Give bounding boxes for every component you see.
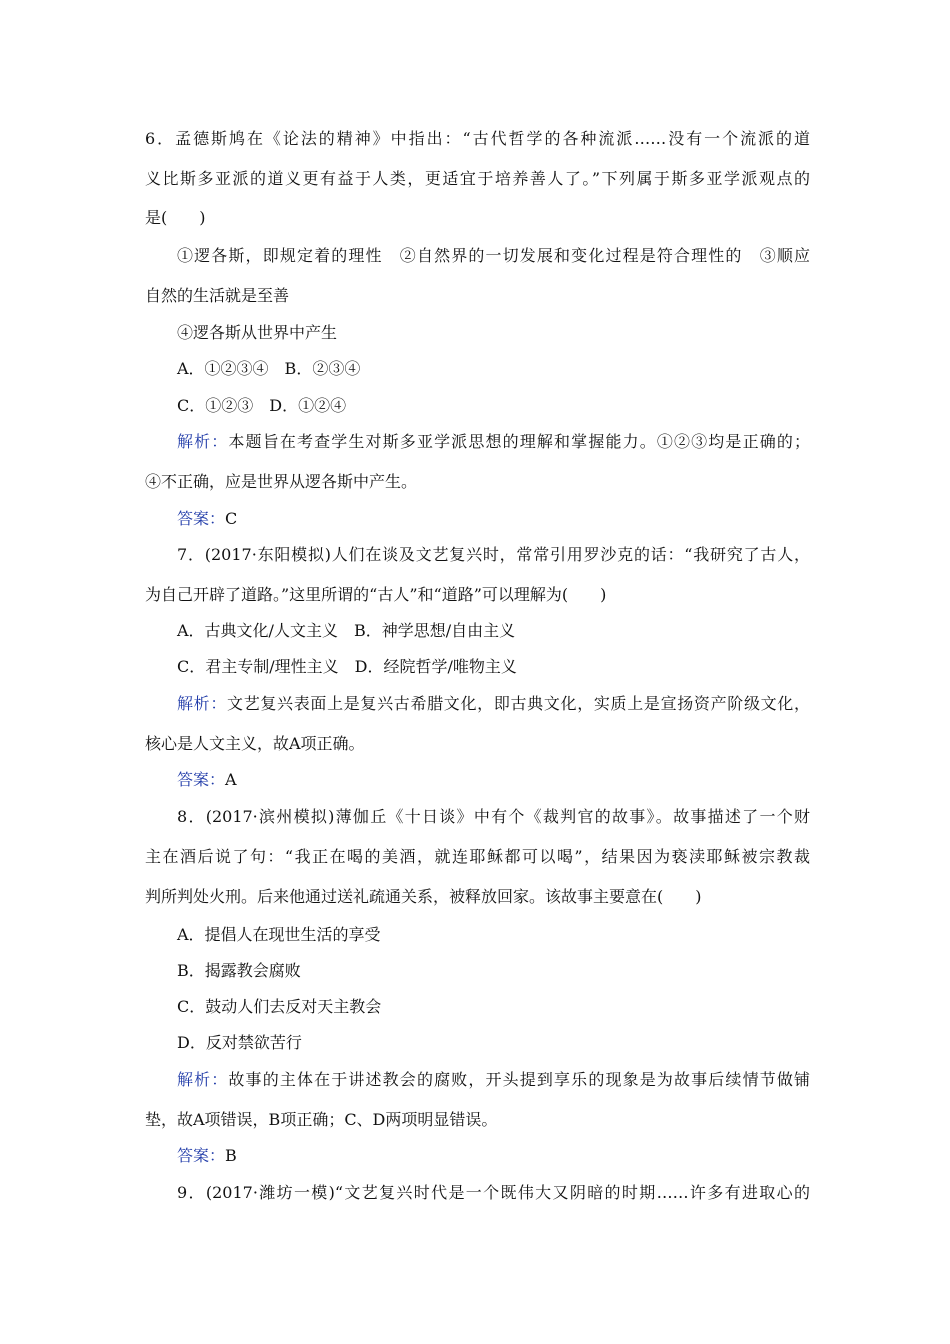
q7-analysis-line-1 — [177, 692, 810, 716]
q6-answer — [177, 507, 237, 531]
analysis-text: 本题旨在考查学生对斯多亚学派思想的理解和掌握能力。①②③均是正确的； — [228, 432, 810, 451]
q7-stem-line-2: 为自己开辟了道路。”这里所谓的“古人”和“道路”可以理解为( ) — [145, 585, 607, 604]
answer-label: 答案： — [177, 770, 226, 789]
q6-stem-line-2: 义比斯多亚派的道义更有益于人类，更适宜于培养善人了。”下列属于斯多亚学派观点的 — [145, 169, 810, 188]
answer-value: B — [225, 1146, 237, 1165]
answer-value: A — [225, 770, 237, 789]
q8-option-b: B．揭露教会腐败 — [177, 961, 301, 980]
q8-analysis-line-1 — [177, 1068, 810, 1092]
q9-stem-line-1: 9．(2017·潍坊一模)“文艺复兴时代是一个既伟大又阴暗的时期……许多有进取心的 — [177, 1183, 810, 1202]
q8-stem-line-3: 判所判处火刑。后来他通过送礼疏通关系，被释放回家。该故事主要意在( ) — [145, 887, 702, 906]
q8-stem-line-1: 8．(2017·滨州模拟)薄伽丘《十日谈》中有个《裁判官的故事》。故事描述了一个财 — [177, 807, 810, 826]
q6-stem-line-1: 6．孟德斯鸠在《论法的精神》中指出：“古代哲学的各种流派……没有一个流派的道 — [145, 129, 810, 148]
q6-options-cd: C．①②③ D．①②④ — [177, 396, 347, 415]
q6-stem-line-3: 是( ) — [145, 208, 206, 227]
q6-item-line-3: ④逻各斯从世界中产生 — [177, 323, 338, 342]
answer-label: 答案： — [177, 1146, 226, 1165]
q7-stem-line-1: 7．(2017·东阳模拟)人们在谈及文艺复兴时，常常引用罗沙克的话：“我研究了古人， — [177, 545, 810, 564]
q8-option-a: A．提倡人在现世生活的享受 — [177, 925, 381, 944]
q8-stem-line-2: 主在酒后说了句：“我正在喝的美酒，就连耶稣都可以喝”，结果因为亵渎耶稣被宗教裁 — [145, 847, 810, 866]
analysis-text: 文艺复兴表面上是复兴古希腊文化，即古典文化，实质上是宣扬资产阶级文化， — [227, 694, 810, 713]
q8-answer — [177, 1144, 237, 1168]
q6-options-ab: A．①②③④ B．②③④ — [177, 359, 361, 378]
q6-analysis-line-2: ④不正确，应是世界从逻各斯中产生。 — [145, 472, 418, 491]
analysis-label: 解析： — [177, 1070, 229, 1089]
analysis-label: 解析： — [177, 694, 228, 713]
analysis-label: 解析： — [177, 432, 229, 451]
q8-option-d: D．反对禁欲苦行 — [177, 1033, 302, 1052]
q7-options-ab: A．古典文化/人文主义 B．神学思想/自由主义 — [177, 621, 516, 640]
q8-option-c: C．鼓动人们去反对天主教会 — [177, 997, 382, 1016]
answer-value: C — [225, 509, 238, 528]
q8-analysis-line-2: 垫，故A项错误，B项正确；C、D两项明显错误。 — [145, 1110, 498, 1129]
answer-label: 答案： — [177, 509, 226, 528]
q7-analysis-line-2: 核心是人文主义，故A项正确。 — [145, 734, 365, 753]
q6-item-line-2: 自然的生活就是至善 — [145, 286, 290, 305]
q7-options-cd: C．君主专制/理性主义 D．经院哲学/唯物主义 — [177, 657, 517, 676]
q6-item-line-1: ①逻各斯，即规定着的理性 ②自然界的一切发展和变化过程是符合理性的 ③顺应 — [177, 246, 810, 265]
q7-answer — [177, 768, 237, 792]
analysis-text: 故事的主体在于讲述教会的腐败，开头提到享乐的现象是为故事后续情节做铺 — [228, 1070, 810, 1089]
q6-analysis-line-1 — [177, 430, 810, 454]
